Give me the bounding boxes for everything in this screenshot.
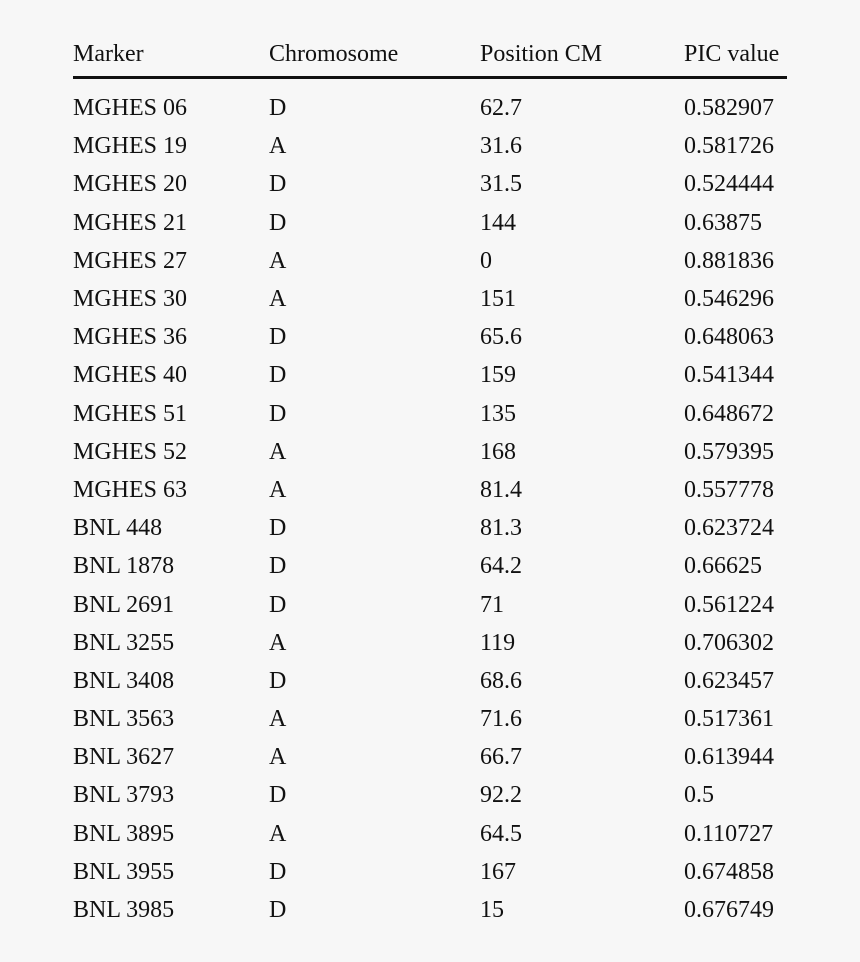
- position-cm-cell: 151: [480, 286, 516, 313]
- table-row: [73, 471, 787, 509]
- position-cm-cell: 31.6: [480, 133, 522, 160]
- position-cm-cell: 71.6: [480, 706, 522, 733]
- table-row: [73, 204, 787, 242]
- chromosome-cell: A: [269, 820, 287, 847]
- pic-value-cell: 0.676749: [684, 897, 774, 924]
- position-cm-cell: 31.5: [480, 171, 522, 198]
- table-row: [73, 738, 787, 776]
- pic-value-cell: 0.561224: [684, 591, 774, 618]
- chromosome-cell: D: [269, 667, 287, 694]
- marker-cell: BNL 3408: [73, 667, 175, 694]
- position-cm-cell: 81.3: [480, 515, 522, 542]
- table-row: [73, 700, 787, 738]
- table-header-row: [73, 32, 787, 78]
- pic-value-cell: 0.623724: [684, 515, 774, 542]
- table-row: [73, 815, 787, 853]
- position-cm-cell: 64.2: [480, 553, 522, 580]
- pic-value-cell: 0.706302: [684, 629, 774, 656]
- chromosome-cell: D: [269, 324, 287, 351]
- table-row: [73, 127, 787, 165]
- pic-value-cell: 0.579395: [684, 438, 774, 465]
- marker-cell: BNL 448: [73, 515, 163, 542]
- pic-value-cell: 0.517361: [684, 706, 774, 733]
- header-marker: Marker: [73, 32, 269, 78]
- marker-cell: MGHES 36: [73, 324, 188, 351]
- marker-cell: MGHES 30: [73, 286, 188, 313]
- marker-cell: MGHES 27: [73, 247, 188, 274]
- chromosome-cell: D: [269, 591, 287, 618]
- pic-value-cell: 0.581726: [684, 133, 774, 160]
- pic-value-cell: 0.613944: [684, 744, 774, 771]
- pic-value-cell: 0.5: [684, 782, 714, 809]
- table-row: [73, 891, 787, 929]
- marker-cell: BNL 1878: [73, 553, 175, 580]
- pic-value-cell: 0.546296: [684, 286, 774, 313]
- header-pic-value: PIC value: [684, 32, 787, 78]
- marker-cell: BNL 3563: [73, 706, 175, 733]
- position-cm-cell: 66.7: [480, 744, 522, 771]
- marker-cell: BNL 3955: [73, 858, 175, 885]
- marker-cell: MGHES 21: [73, 209, 188, 236]
- position-cm-cell: 62.7: [480, 95, 522, 122]
- pic-value-cell: 0.63875: [684, 209, 762, 236]
- position-cm-cell: 81.4: [480, 476, 522, 503]
- position-cm-cell: 168: [480, 438, 516, 465]
- pic-value-cell: 0.524444: [684, 171, 774, 198]
- table-row: [73, 395, 787, 433]
- marker-cell: BNL 3895: [73, 820, 175, 847]
- chromosome-cell: D: [269, 95, 287, 122]
- position-cm-cell: 64.5: [480, 820, 522, 847]
- table-row: [73, 433, 787, 471]
- pic-value-cell: 0.582907: [684, 95, 774, 122]
- position-cm-cell: 71: [480, 591, 504, 618]
- position-cm-cell: 144: [480, 209, 516, 236]
- marker-cell: BNL 3985: [73, 897, 175, 924]
- table-body: [73, 78, 787, 930]
- position-cm-cell: 15: [480, 897, 504, 924]
- marker-cell: MGHES 63: [73, 476, 188, 503]
- position-cm-cell: 65.6: [480, 324, 522, 351]
- marker-cell: MGHES 20: [73, 171, 188, 198]
- marker-cell: BNL 3627: [73, 744, 175, 771]
- marker-cell: BNL 2691: [73, 591, 175, 618]
- table-row: [73, 78, 787, 128]
- chromosome-cell: D: [269, 209, 287, 236]
- pic-value-cell: 0.648672: [684, 400, 774, 427]
- header-position-cm: Position CM: [480, 32, 684, 78]
- chromosome-cell: A: [269, 133, 287, 160]
- position-cm-cell: 167: [480, 858, 516, 885]
- table-row: [73, 662, 787, 700]
- marker-table-container: [73, 32, 787, 929]
- chromosome-cell: D: [269, 782, 287, 809]
- chromosome-cell: A: [269, 629, 287, 656]
- marker-table: [73, 32, 787, 929]
- table-row: [73, 242, 787, 280]
- header-chromosome: Chromosome: [269, 32, 480, 78]
- chromosome-cell: A: [269, 744, 287, 771]
- marker-cell: BNL 3255: [73, 629, 175, 656]
- pic-value-cell: 0.881836: [684, 247, 774, 274]
- chromosome-cell: D: [269, 400, 287, 427]
- chromosome-cell: A: [269, 247, 287, 274]
- chromosome-cell: A: [269, 438, 287, 465]
- pic-value-cell: 0.674858: [684, 858, 774, 885]
- marker-cell: MGHES 40: [73, 362, 188, 389]
- position-cm-cell: 119: [480, 629, 516, 656]
- chromosome-cell: A: [269, 476, 287, 503]
- pic-value-cell: 0.66625: [684, 553, 762, 580]
- table-row: [73, 165, 787, 203]
- position-cm-cell: 92.2: [480, 782, 522, 809]
- pic-value-cell: 0.110727: [684, 820, 774, 847]
- position-cm-cell: 159: [480, 362, 516, 389]
- chromosome-cell: D: [269, 171, 287, 198]
- marker-cell: MGHES 52: [73, 438, 188, 465]
- table-row: [73, 509, 787, 547]
- chromosome-cell: D: [269, 858, 287, 885]
- table-row: [73, 624, 787, 662]
- table-row: [73, 776, 787, 814]
- chromosome-cell: D: [269, 362, 287, 389]
- table-row: [73, 356, 787, 394]
- marker-cell: MGHES 51: [73, 400, 188, 427]
- position-cm-cell: 135: [480, 400, 516, 427]
- position-cm-cell: 0: [480, 247, 492, 274]
- table-row: [73, 585, 787, 623]
- pic-value-cell: 0.623457: [684, 667, 774, 694]
- pic-value-cell: 0.557778: [684, 476, 774, 503]
- chromosome-cell: A: [269, 706, 287, 733]
- marker-cell: MGHES 06: [73, 95, 188, 122]
- chromosome-cell: D: [269, 553, 287, 580]
- marker-cell: BNL 3793: [73, 782, 175, 809]
- table-row: [73, 547, 787, 585]
- table-row: [73, 318, 787, 356]
- position-cm-cell: 68.6: [480, 667, 522, 694]
- table-row: [73, 280, 787, 318]
- marker-cell: MGHES 19: [73, 133, 188, 160]
- table-row: [73, 853, 787, 891]
- chromosome-cell: A: [269, 286, 287, 313]
- pic-value-cell: 0.648063: [684, 324, 774, 351]
- chromosome-cell: D: [269, 515, 287, 542]
- pic-value-cell: 0.541344: [684, 362, 774, 389]
- chromosome-cell: D: [269, 897, 287, 924]
